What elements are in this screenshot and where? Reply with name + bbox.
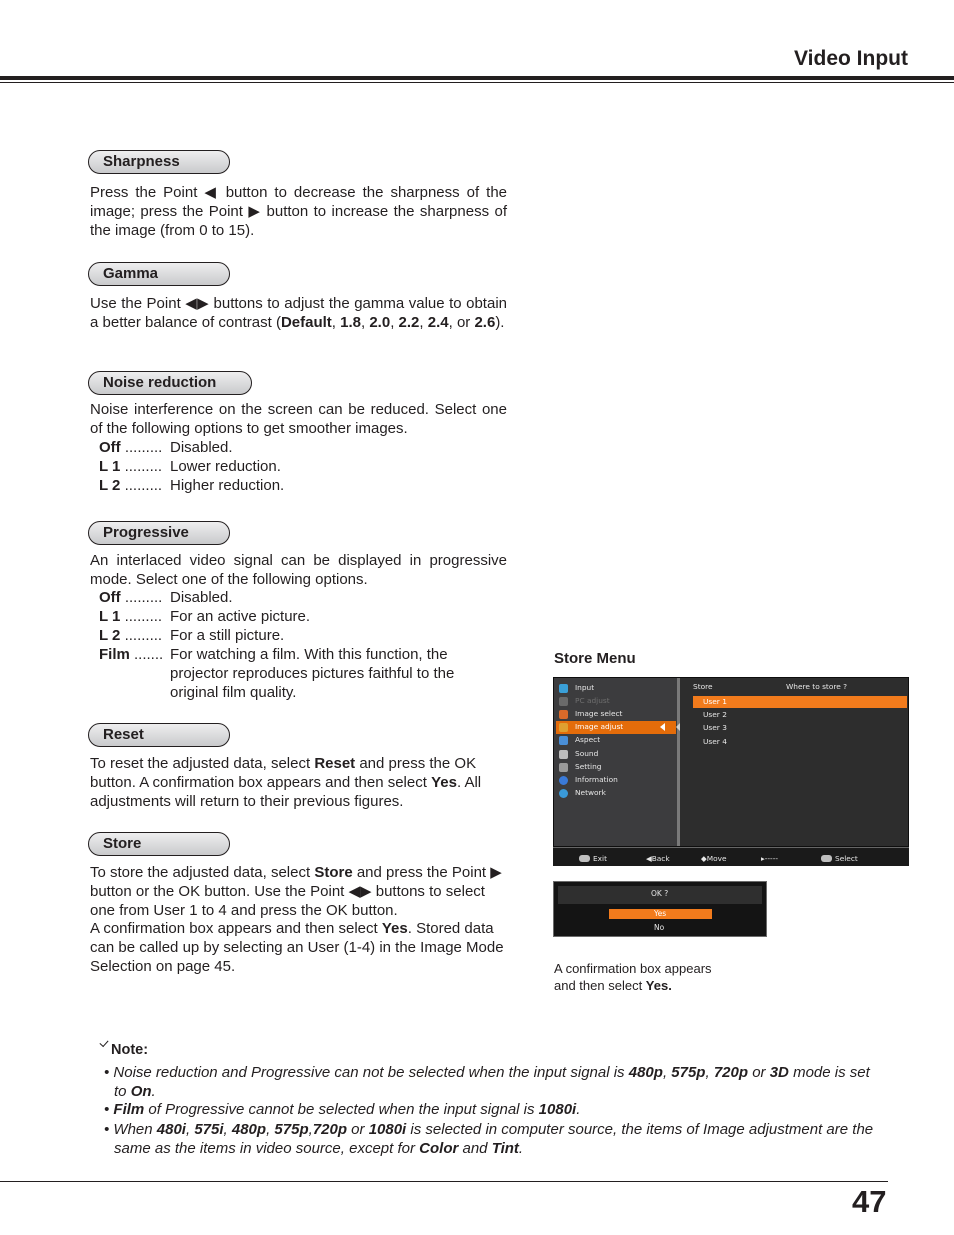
menu-button-icon — [579, 855, 590, 862]
noise-option-off: Off ......... Disabled. — [99, 439, 233, 456]
confirmation-box — [553, 881, 767, 937]
footer-select: Select — [821, 854, 858, 863]
image-select-icon — [559, 710, 568, 719]
note-item-1: • Noise reduction and Progressive can not be selected when the input signal is 480p, 575p, 720p or 3D mode is set to On. — [104, 1064, 870, 1100]
menu-item-aspect[interactable]: Aspect — [556, 734, 676, 747]
confirm-yes-option[interactable]: Yes — [609, 909, 712, 919]
gamma-text: Use the Point ◀▶ buttons to adjust the gamma value to obtain a better balance of contrast (Default, 1.8, 2.0, 2.2, 2.4, or 2.6). — [90, 295, 507, 331]
progressive-option-l1: L 1 ......... For an active picture. — [99, 608, 311, 625]
footer-rule — [0, 1181, 888, 1182]
page-header-title: Video Input — [794, 47, 908, 70]
note-title: Note: — [111, 1042, 149, 1058]
progressive-text: An interlaced video signal can be displayed in progressive mode. Select one of the following options. — [90, 552, 507, 588]
store-user-2[interactable]: User 2 — [703, 710, 727, 719]
menu-item-image-adjust[interactable]: Image adjust — [556, 721, 676, 734]
image-adjust-icon — [559, 723, 568, 732]
footer-exit: Exit — [579, 854, 607, 863]
header-rule — [0, 76, 954, 80]
confirm-question: OK ? — [651, 889, 669, 898]
store-user-4[interactable]: User 4 — [703, 737, 727, 746]
globe-icon — [559, 789, 568, 798]
store-user-1[interactable]: User 1 — [693, 696, 907, 708]
noise-option-l1: L 1 ......... Lower reduction. — [99, 458, 281, 475]
submenu-arrow-icon — [676, 723, 680, 731]
input-icon — [559, 684, 568, 693]
menu-item-network[interactable]: Network — [556, 787, 676, 800]
info-icon — [559, 776, 568, 785]
aspect-icon — [559, 736, 568, 745]
gamma-heading: Gamma — [88, 262, 230, 286]
menu-item-input[interactable]: Input — [556, 682, 676, 695]
store-submenu-title: Store — [693, 682, 713, 691]
noise-option-l2: L 2 ......... Higher reduction. — [99, 477, 285, 494]
setting-icon — [559, 763, 568, 772]
progressive-heading: Progressive — [88, 521, 230, 545]
menu-item-image-select[interactable]: Image select — [556, 708, 676, 721]
right-arrow-icon: ▸ — [761, 854, 765, 863]
header-rule-thin — [0, 82, 954, 83]
footer-move: ◆Move — [701, 854, 727, 863]
reset-text: To reset the adjusted data, select Reset and press the OK button. A confirmation box appears and then select Yes. All adjustments will return to their previous figures. — [90, 755, 482, 810]
menu-item-information[interactable]: Information — [556, 774, 676, 787]
ok-button-icon — [821, 855, 832, 862]
footer-dashes: ▸----- — [761, 854, 779, 863]
back-arrow-icon: ◀ — [646, 854, 652, 863]
menu-item-setting[interactable]: Setting — [556, 761, 676, 774]
store-menu-screen — [553, 677, 909, 866]
selection-pointer-icon — [660, 723, 665, 731]
up-down-arrow-icon: ◆ — [701, 854, 707, 863]
menu-footer-bar — [553, 847, 909, 866]
page-number: 47 — [852, 1184, 887, 1219]
noise-reduction-text: Noise interference on the screen can be reduced. Select one of the following options to get smoother images. — [90, 401, 507, 437]
speaker-icon — [559, 750, 568, 759]
noise-reduction-heading: Noise reduction — [88, 371, 252, 395]
store-user-3[interactable]: User 3 — [703, 723, 727, 732]
confirm-no-option[interactable]: No — [654, 923, 665, 932]
progressive-option-off: Off ......... Disabled. — [99, 589, 233, 606]
progressive-option-film: Film ....... For watching a film. With this function, the projector reproduces pictures faithful to the original film quality. — [99, 646, 455, 701]
store-text: To store the adjusted data, select Store and press the Point ▶ button or the OK button. Use the Point ◀▶ buttons to select one from User 1 to 4 and press the OK button. A confirmation box appears and then select Yes. Stored data can be called up by selecting an User (1-4) in the Image Mode Selection on page 45. — [90, 864, 504, 975]
note-item-3: • When 480i, 575i, 480p, 575p,720p or 1080i is selected in computer source, the items of Image adjustment are the same as the items in video source, except for Color and Tint. — [104, 1121, 874, 1157]
progressive-option-l2: L 2 ......... For a still picture. — [99, 627, 285, 644]
sharpness-heading: Sharpness — [88, 150, 230, 174]
store-heading: Store — [88, 832, 230, 856]
reset-heading: Reset — [88, 723, 230, 747]
note-item-2: • Film of Progressive cannot be selected when the input signal is 1080i. — [104, 1101, 581, 1118]
store-menu-caption: Store Menu — [554, 650, 636, 667]
confirm-header — [558, 886, 762, 904]
store-prompt: Where to store ? — [786, 682, 848, 691]
confirm-caption: A confirmation box appears and then select Yes. — [554, 961, 712, 993]
sharpness-text: Press the Point ◀ button to decrease the sharpness of the image; press the Point ▶ button to increase the sharpness of the image (from 0 to 15). — [90, 184, 507, 239]
pc-adjust-icon — [559, 697, 568, 706]
footer-back: ◀Back — [646, 854, 670, 863]
menu-item-sound[interactable]: Sound — [556, 748, 676, 761]
menu-item-pc-adjust[interactable]: PC adjust — [556, 695, 676, 708]
